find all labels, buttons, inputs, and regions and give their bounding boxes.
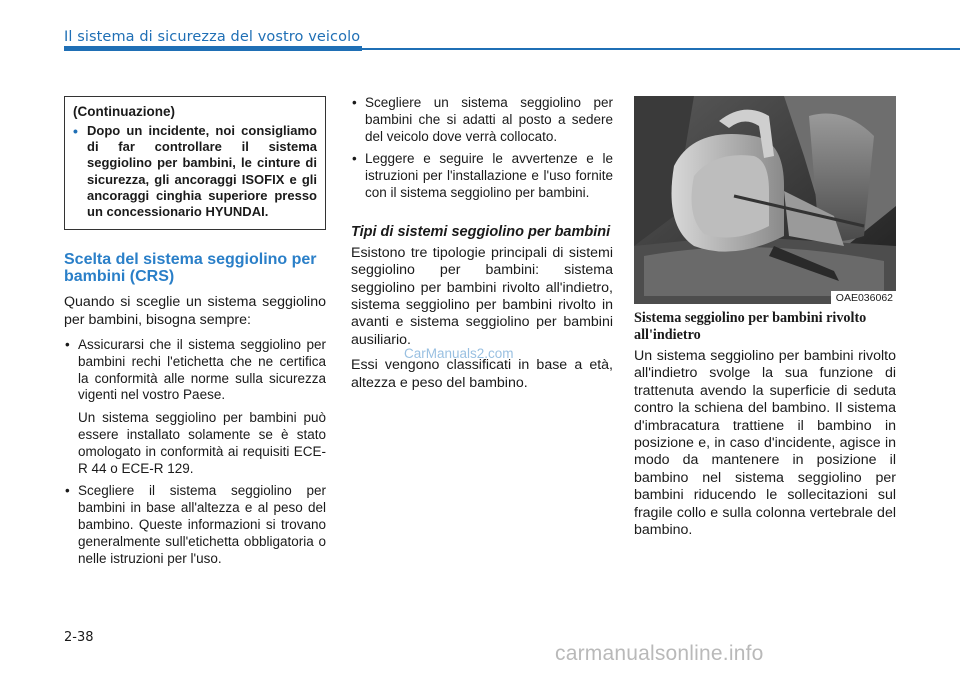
rear-facing-title: Sistema seggiolino per bambini rivolto all'indietro [634, 310, 867, 343]
notice-item-text: Dopo un incidente, noi consigliamo di far controllare il sistema seggiolino per bambini, le cinture di sicurezza, gli ancoraggi ISOFIX e gli ancoraggi cinghia superiore presso un concessionario HYUNDAI. [87, 123, 317, 220]
header-title: Il sistema di sicurezza del vostro veicolo [64, 29, 361, 45]
notice-heading: (Continuazione) [73, 104, 175, 119]
list-item [351, 95, 613, 145]
bullet-note: Un sistema seggiolino per bambini può essere installato solamente se è stato omologato in conformità ai requisiti ECE-R 44 o ECE-R 129. [78, 410, 326, 476]
page-number: 2-38 [64, 630, 94, 645]
continuation-notice-box [64, 96, 326, 230]
footer-watermark: carmanualsonline.info [555, 642, 764, 665]
list-item-text: Leggere e seguire le avvertenze e le istruzioni per l'installazione e l'uso fornite con il sistema seggiolino per bambini. [365, 151, 613, 200]
page-header [64, 26, 960, 52]
list-item-text: Scegliere un sistema seggiolino per bambini che si adatti al posto a sedere del veicolo dove verrà collocato. [365, 95, 613, 144]
list-item [64, 483, 326, 567]
child-seat-photo [634, 96, 896, 304]
watermark-text: CarManuals2.com [404, 346, 514, 361]
list-item-text: Scegliere il sistema seggiolino per bambini in base all'altezza e al peso del bambino. Queste informazioni si trovano generalmente sull'etichetta obbligatoria o nelle istruzioni per l'uso. [78, 483, 326, 566]
column-right [634, 96, 896, 547]
bullet-icon: • [352, 151, 357, 167]
list-item [351, 151, 613, 201]
types-title: Tipi di sistemi seggiolino per bambini [351, 223, 611, 240]
rear-facing-text: Un sistema seggiolino per bambini rivolto all'indietro svolge la sua funzione di trattenuta avendo la superficie di seduta contro la schiena del bambino. Il sistema d'imbracatura trattiene il bambino in posizione e, in caso d'incidente, agisce in modo da mantenere in posizione il bambino nel sistema seggiolino per bambini riducendo le sollecitazioni sul fragile collo e sulla colonna vertebrale del bambino. [634, 348, 896, 539]
types-paragraph: Esistono tre tipologie principali di sistemi seggiolino per bambini: sistema seggiolino per bambini rivolto all'indietro, sistema seggiolino per bambini rivolto in avanti e sistema seggiolino per bambini ausiliario. [351, 244, 613, 348]
list-item-text: Assicurarsi che il sistema seggiolino per bambini rechi l'etichetta che ne certifica la conformità alle norme sulla sicurezza vigenti nel vostro Paese. [78, 337, 326, 403]
types-paragraph: Essi vengono classificati in base a età, altezza e peso del bambino. [351, 357, 613, 391]
figure-code: OAE036062 [831, 291, 896, 304]
section-intro: Quando si sceglie un sistema seggiolino per bambini, bisogna sempre: [64, 294, 326, 328]
list-item [64, 337, 326, 404]
bullet-icon: • [65, 483, 70, 499]
bullet-icon: • [73, 123, 78, 139]
header-rule [64, 48, 960, 50]
rear-facing-child-seat-illustration [634, 96, 896, 304]
bullet-icon: • [352, 95, 357, 110]
bullet-icon: • [65, 337, 70, 353]
notice-item [73, 123, 317, 220]
column-left [64, 96, 326, 573]
section-title: Scelta del sistema seggiolino per bambini (CRS) [64, 251, 317, 286]
